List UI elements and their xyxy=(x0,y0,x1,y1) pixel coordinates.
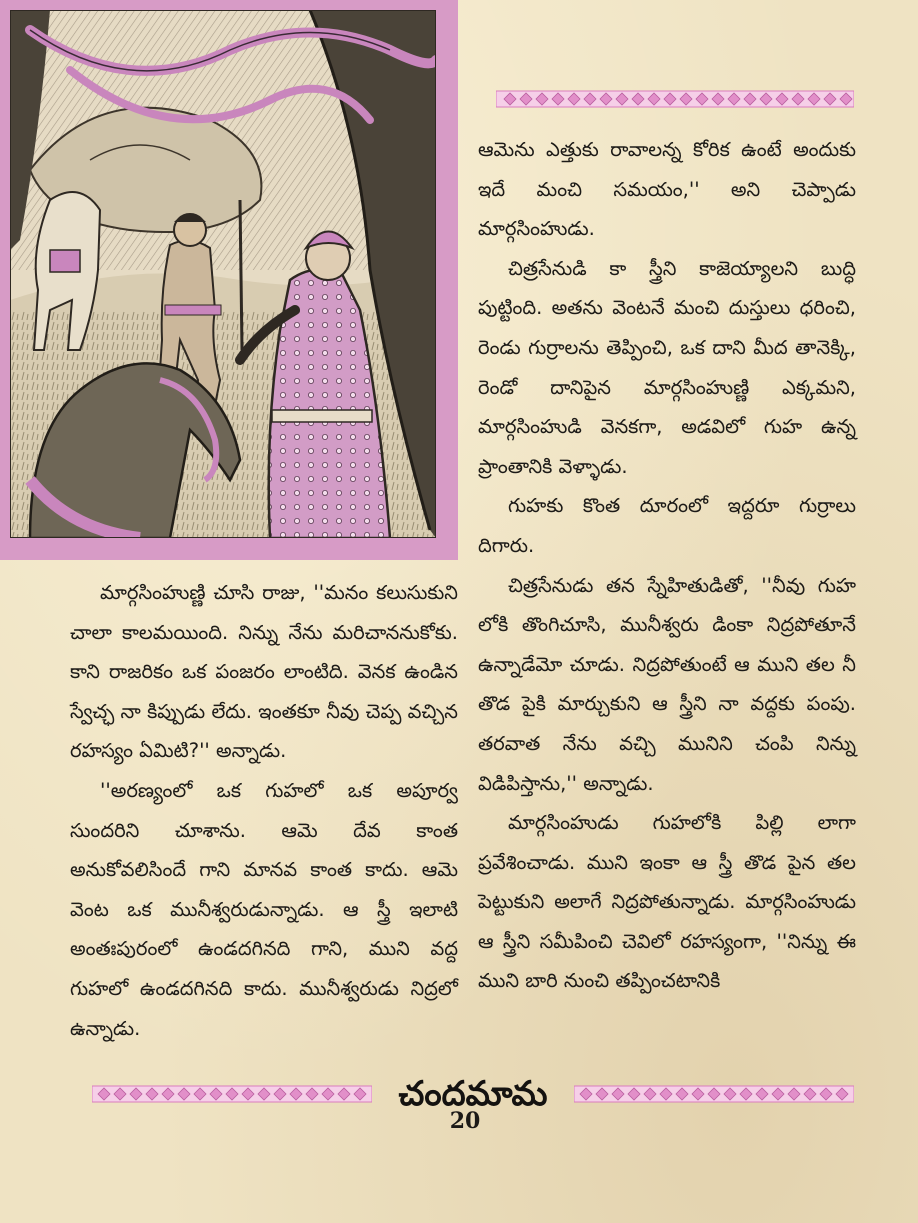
magazine-name: చందమామ xyxy=(398,1074,548,1114)
paragraph: గుహకు కొంత దూరంలో ఇద్దరూ గుర్రాలు దిగారు. xyxy=(478,494,856,557)
page-number: 20 xyxy=(449,1108,481,1134)
paragraph: చిత్రసేనుడు తన స్నేహితుడితో, ''నీవు గుహ లోకి తొంగిచూసి, మునీశ్వరు డింకా నిద్రపోతూనే ఉన్నాడేమో చూడు. నిద్రపోతుంటే ఆ ముని తల నీ తొడ పైకి మార్చుకుని ఆ స్త్రీని నా వద్దకు పంపు. తరవాత నేను వచ్చి మునిని చంపి నిన్ను విడిపిస్తాను,'' అన్నాడు. xyxy=(478,573,856,795)
footer-left-border xyxy=(92,1083,372,1105)
footer-right-border xyxy=(574,1083,854,1105)
right-column-text xyxy=(478,130,856,1001)
top-decorative-border xyxy=(496,88,854,110)
paragraph: మార్గసింహుణ్ణి చూసి రాజు, ''మనం కలుసుకుని చాలా కాలమయింది. నిన్ను నేను మరిచాననుకోకు. కాని రాజరికం ఒక పంజరం లాంటిది. వెనక ఉండిన స్వేచ్ఛ నా కిప్పుడు లేదు. ఇంతకూ నీవు చెప్ప వచ్చిన రహస్యం ఏమిటి?'' అన్నాడు. xyxy=(70,581,458,763)
paragraph: చిత్రసేనుడి కా స్త్రీని కాజెయ్యాలని బుద్ధి పుట్టింది. అతను వెంటనే మంచి దుస్తులు ధరించి, రెండు గుర్రాలను తెప్పించి, ఒక దాని మీద తానెక్కి, రెండో దానిపైన మార్గసింహుణ్ణి ఎక్కమని, మార్గసింహుడి వెనకగా, అడవిలో గుహ ఉన్న ప్రాంతానికి వెళ్ళాడు. xyxy=(478,256,856,478)
paragraph: మార్గసింహుడు గుహలోకి పిల్లి లాగా ప్రవేశించాడు. ముని ఇంకా ఆ స్త్రీ తొడ పైన తల పెట్టుకుని అలాగే నిద్రపోతున్నాడు. మార్గసింహుడు ఆ స్త్రీని సమీపించి చెవిలో రహస్యంగా, ''నిన్ను ఈ ముని బారి నుంచి తప్పించటానికి xyxy=(478,811,856,993)
paragraph: ఆమెను ఎత్తుకు రావాలన్న కోరిక ఉంటే అందుకు ఇదే మంచి సమయం,'' అని చెప్పాడు మార్గసింహుడు. xyxy=(478,138,856,241)
paragraph: ''అరణ్యంలో ఒక గుహలో ఒక అపూర్వ సుందరిని చూశాను. ఆమె దేవ కాంత అనుకోవలిసిందే గాని మానవ కాంత కాదు. ఆమె వెంట ఒక మునీశ్వరుడున్నాడు. ఆ స్త్రీ ఇలాటి అంతఃపురంలో ఉండదగినది గాని, ముని వద్ద గుహలో ఉండదగినది కాదు. మునీశ్వరుడు నిద్రలో ఉన్నాడు. xyxy=(70,778,458,1040)
king-and-hunter-illustration xyxy=(10,10,436,538)
story-illustration xyxy=(0,0,458,560)
left-column-text xyxy=(70,573,458,1048)
